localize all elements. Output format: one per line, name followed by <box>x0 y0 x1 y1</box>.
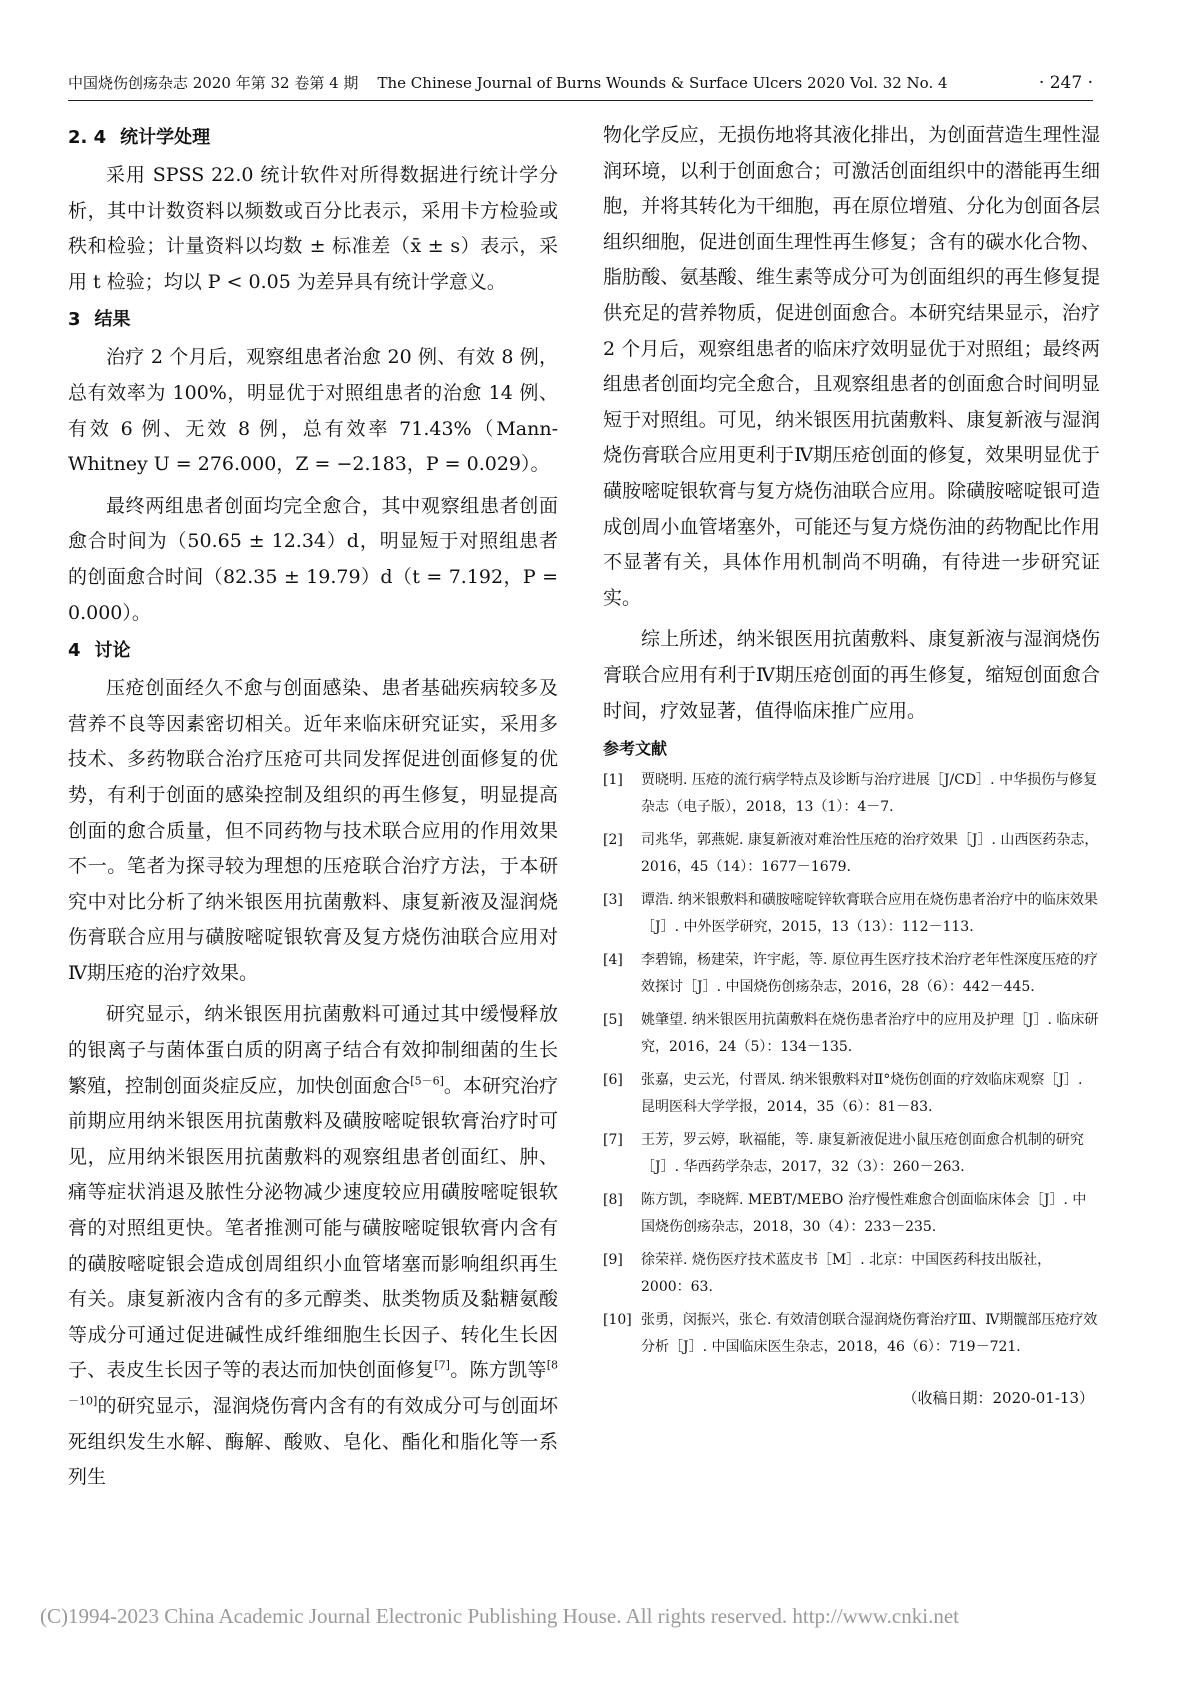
section-heading-2-4: 2. 4 统计学处理 <box>68 127 211 148</box>
left-column <box>68 118 558 1496</box>
reference-item: [5] 姚肇望. 纳米银医用抗菌敷料在烧伤患者治疗中的应用及护理［J］. 临床研究，2016，24（5）：134－135. <box>603 1012 1099 1056</box>
reference-item: [4] 李碧锦，杨建荣，许宇彪，等. 原位再生医疗技术治疗老年性深度压疮的疗效探讨［J］. 中国烧伤创疡杂志，2016，28（6）：442－445. <box>603 952 1098 996</box>
reference-item: [6] 张嘉，史云光，付晋凤. 纳米银敷料对Ⅱ°烧伤创面的疗效临床观察［J］. 昆明医科大学学报，2014，35（6）：81－83. <box>603 1072 1083 1116</box>
copyright-footer: (C)1994-2023 China Academic Journal Electronic Publishing House. All rights reserved. http://www.cnki.net <box>40 1604 959 1628</box>
paragraph-results-2: 最终两组患者创面均完全愈合，其中观察组患者创面愈合时间为（50.65 ± 12.34）d，明显短于对照组患者的创面愈合时间（82.35 ± 19.79）d（t = 7.192，P = 0.000）。 <box>68 494 558 624</box>
reference-item: [2] 司兆华，郭燕妮. 康复新液对难治性压疮的治疗效果［J］. 山西医药杂志，2016，45（14）：1677－1679. <box>603 832 1099 876</box>
journal-title-en: The Chinese Journal of Burns Wounds & Surface Ulcers 2020 Vol. 32 No. 4 <box>377 74 948 92</box>
page-number: · 247 · <box>1038 73 1093 93</box>
reference-item: [10] 张勇，闵振兴，张仑. 有效清创联合湿润烧伤膏治疗Ⅲ、Ⅳ期髋部压疮疗效分析［J］. 中国临床医生杂志，2018，46（6）：719－721. <box>603 1312 1098 1356</box>
citation: [5－6] <box>410 1074 444 1088</box>
citation: [8－10] <box>68 1359 558 1408</box>
reference-list <box>603 767 1100 1361</box>
reference-item: [3] 谭浩. 纳米银敷料和磺胺嘧啶锌软膏联合应用在烧伤患者治疗中的临床效果［J］. 中外医学研究，2015，13（13）：112－113. <box>603 892 1098 936</box>
section-heading-4: 4 讨论 <box>68 640 131 662</box>
journal-title-cn: 中国烧伤创疡杂志 2020 年第 32 卷第 4 期 <box>68 74 359 92</box>
paragraph-statistics: 采用 SPSS 22.0 统计软件对所得数据进行统计学分析，其中计数资料以频数或百分比表示，采用卡方检验或秩和检验；计量资料以均数 ± 标准差（x̄ ± s）表示，采用 t 检验；均以 P < 0.05 为差异具有统计学意义。 <box>68 164 558 293</box>
paragraph-discussion-2: 研究显示，纳米银医用抗菌敷料可通过其中缓慢释放的银离子与菌体蛋白质的阴离子结合有效抑制细菌的生长繁殖，控制创面炎症反应，加快创面愈合[5－6]。本研究治疗前期应用纳米银医用抗菌敷料及磺胺嘧啶银软膏治疗时可见，应用纳米银医用抗菌敷料的观察组患者创面红、肿、痛等症状消退及脓性分泌物减少速度较应用磺胺嘧啶银软膏的对照组更快。笔者推测可能与磺胺嘧啶银软膏内含有的磺胺嘧啶银会造成创周组织小血管堵塞而影响组织再生有关。康复新液内含有的多元醇类、肽类物质及黏糖氨酸等成分可通过促进碱性成纤维细胞生长因子、转化生长因子、表皮生长因子等的表达而加快创面修复[7]。陈方凯等[8－10]的研究显示，湿润烧伤膏内含有的有效成分可与创面坏死组织发生水解、酶解、酸败、皂化、酯化和脂化等一系列生 <box>68 1003 558 1489</box>
citation: [7] <box>434 1359 450 1373</box>
reference-item: [9] 徐荣祥. 烧伤医疗技术蓝皮书［M］. 北京：中国医药科技出版社，2000：63. <box>603 1252 1052 1296</box>
reference-item: [8] 陈方凯，李晓辉. MEBT/MEBO 治疗慢性难愈合创面临床体会［J］. 中国烧伤创疡杂志，2018，30（4）：233－235. <box>603 1192 1087 1236</box>
reference-item: [7] 王芳，罗云婷，耿福能，等. 康复新液促进小鼠压疮创面愈合机制的研究［J］. 华西药学杂志，2017，32（3）：260－263. <box>603 1132 1084 1176</box>
received-date: （收稿日期：2020-01-13） <box>902 1389 1094 1408</box>
references-heading: 参考文献 <box>603 739 668 759</box>
section-heading-3: 3 结果 <box>68 309 131 331</box>
paragraph-results-1: 治疗 2 个月后，观察组患者治愈 20 例、有效 8 例，总有效率为 100%，明显优于对照组患者的治愈 14 例、有效 6 例、无效 8 例，总有效率 71.43%（Mann-Whitney U = 276.000，Z = −2.183，P = 0.029）。 <box>68 346 558 476</box>
reference-item: [1] 贾晓明. 压疮的流行病学特点及诊断与治疗进展［J/CD］. 中华损伤与修复杂志（电子版），2018，13（1）：4－7. <box>603 772 1098 816</box>
paragraph-discussion-continued: 物化学反应，无损伤地将其液化排出，为创面营造生理性湿润环境，以利于创面愈合；可激活创面组织中的潜能再生细胞，并将其转化为干细胞，再在原位增殖、分化为创面各层组织细胞，促进创面生理性再生修复；含有的碳水化合物、脂肪酸、氨基酸、维生素等成分可为创面组织的再生修复提供充足的营养物质，促进创面愈合。本研究结果显示，治疗 2 个月后，观察组患者的临床疗效明显优于对照组；最终两组患者创面均完全愈合，且观察组患者的创面愈合时间明显短于对照组。可见，纳米银医用抗菌敷料、康复新液与湿润烧伤膏联合应用更利于Ⅳ期压疮创面的修复，效果明显优于磺胺嘧啶银软膏与复方烧伤油联合应用。除磺胺嘧啶银可造成创周小血管堵塞外，可能还与复方烧伤油的药物配比作用不显著有关，具体作用机制尚不明确，有待进一步研究证实。 <box>603 124 1100 609</box>
paragraph-discussion-1: 压疮创面经久不愈与创面感染、患者基础疾病较多及营养不良等因素密切相关。近年来临床研究证实，采用多技术、多药物联合治疗压疮可共同发挥促进创面修复的优势，有利于创面的感染控制及组织的再生修复，明显提高创面的愈合质量，但不同药物与技术联合应用的作用效果不一。笔者为探寻较为理想的压疮联合治疗方法，于本研究中对比分析了纳米银医用抗菌敷料、康复新液及湿润烧伤膏联合应用与磺胺嘧啶银软膏及复方烧伤油联合应用对Ⅳ期压疮的治疗效果。 <box>68 677 558 984</box>
running-header <box>68 66 1093 101</box>
paragraph-conclusion: 综上所述，纳米银医用抗菌敷料、康复新液与湿润烧伤膏联合应用有利于Ⅳ期压疮创面的再生修复，缩短创面愈合时间，疗效显著，值得临床推广应用。 <box>603 628 1100 722</box>
right-column <box>603 118 1100 1408</box>
